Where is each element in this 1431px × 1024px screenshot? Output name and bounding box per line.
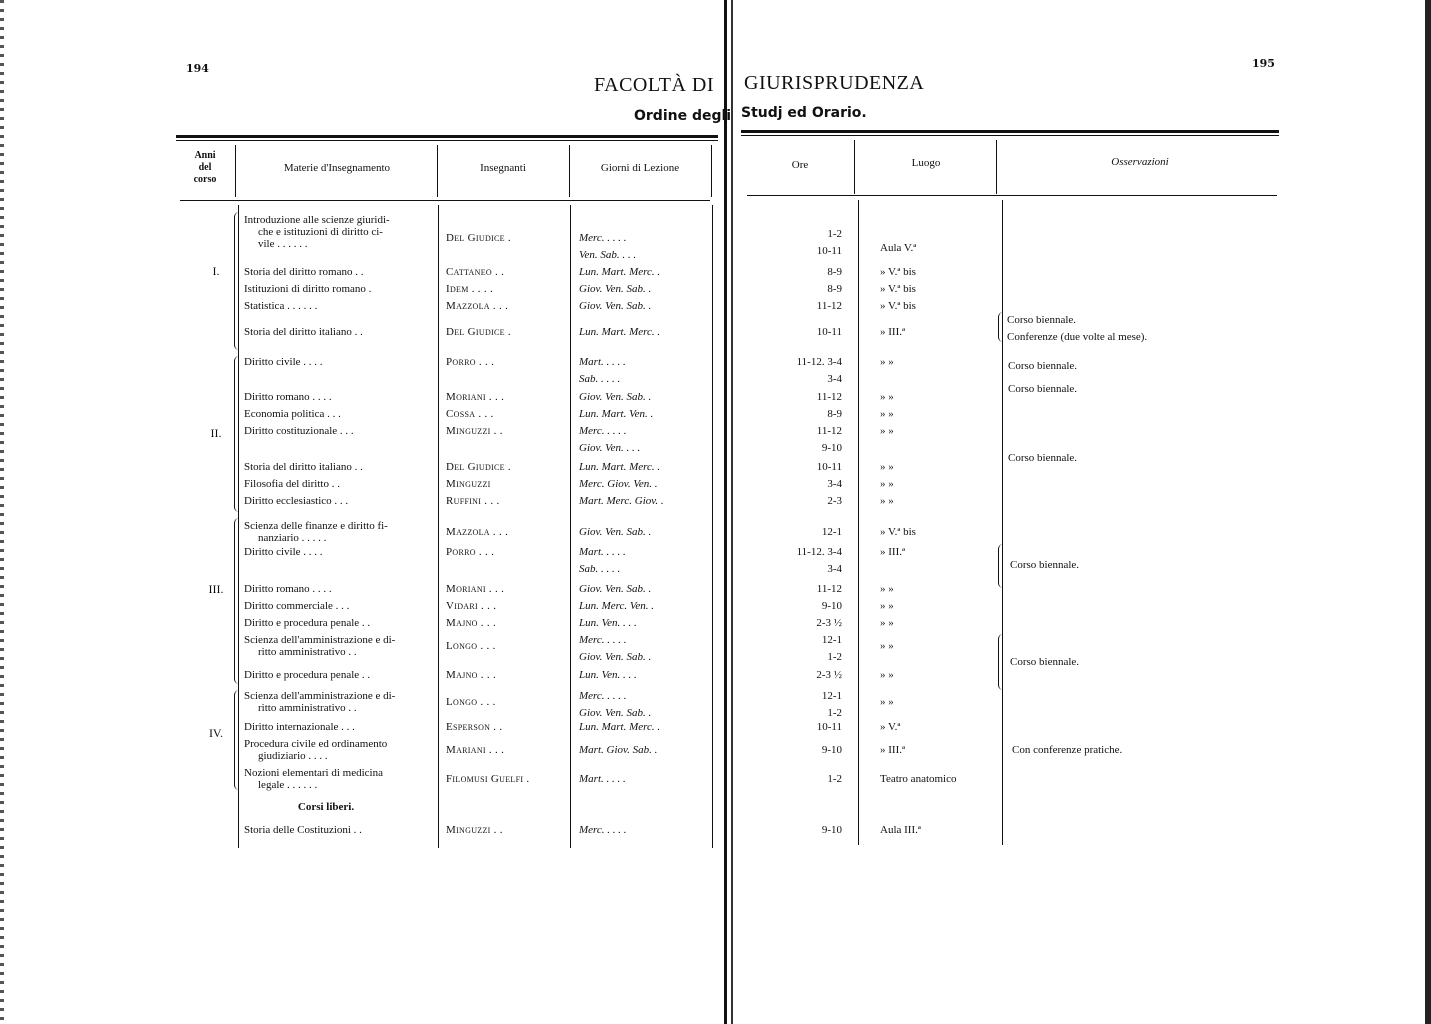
subject-name: Diritto ecclesiastico . . . bbox=[244, 495, 349, 507]
observation: Corso biennale. bbox=[1010, 656, 1080, 668]
lesson-hours: 12-1 bbox=[821, 526, 842, 538]
rule-header-left bbox=[180, 200, 710, 201]
year-brace bbox=[234, 518, 239, 684]
lesson-days: Ven. Sab. . . . bbox=[579, 249, 637, 261]
subject-name: Istituzioni di diritto romano . bbox=[244, 283, 372, 295]
lesson-hours: 11-12. 3-4 bbox=[796, 356, 842, 368]
lesson-place: » III.ª bbox=[880, 326, 906, 338]
teacher-name: Majno . . . bbox=[446, 669, 497, 681]
lesson-hours: 11-12 bbox=[816, 391, 842, 403]
lesson-hours: 3-4 bbox=[827, 478, 842, 490]
year-label: III. bbox=[208, 582, 224, 596]
rule-top-right bbox=[741, 130, 1279, 133]
lesson-days: Mart. Giov. Sab. . bbox=[579, 744, 658, 756]
subject-name: Scienza dell'amministrazione e di- bbox=[244, 634, 396, 646]
col-line bbox=[711, 145, 712, 197]
lesson-place: » » bbox=[880, 640, 894, 652]
lesson-hours: 9-10 bbox=[821, 442, 842, 454]
lesson-hours: 11-12 bbox=[816, 425, 842, 437]
lesson-place: » » bbox=[880, 669, 894, 681]
subject-name: Storia del diritto italiano . . bbox=[244, 461, 363, 473]
lesson-days: Mart. . . . . bbox=[579, 356, 626, 368]
teacher-name: Minguzzi bbox=[446, 478, 491, 490]
col-line bbox=[235, 145, 236, 197]
teacher-name: Cossa . . . bbox=[446, 408, 494, 420]
lesson-place: Teatro anatomico bbox=[880, 773, 957, 785]
teacher-name: Cattaneo . . bbox=[446, 266, 505, 278]
lesson-hours: 12-1 bbox=[821, 634, 842, 646]
lesson-days: Mart. . . . . bbox=[579, 773, 626, 785]
rule-top-left bbox=[176, 135, 718, 138]
header-ore: Ore bbox=[791, 159, 809, 171]
header-insegnanti: Insegnanti bbox=[480, 162, 526, 174]
subject-name: Storia del diritto romano . . bbox=[244, 266, 364, 278]
col-line bbox=[996, 140, 997, 194]
book-spine bbox=[722, 0, 738, 1024]
subject-name: Scienza delle finanze e diritto fi- bbox=[244, 520, 388, 532]
lesson-days: Lun. Mart. Merc. . bbox=[579, 721, 661, 733]
year-brace bbox=[234, 356, 239, 512]
teacher-name: Minguzzi . . bbox=[446, 824, 503, 836]
lesson-place: » V.ª bis bbox=[880, 526, 916, 538]
lesson-hours: 10-11 bbox=[816, 721, 842, 733]
subject-name: Storia delle Costituzioni . . bbox=[244, 824, 362, 836]
lesson-place: » » bbox=[880, 696, 894, 708]
year-brace bbox=[234, 690, 239, 790]
lesson-days: Sab. . . . . bbox=[579, 373, 621, 385]
obs-brace bbox=[998, 634, 1003, 690]
col-line bbox=[438, 205, 439, 848]
page-number-right: 195 bbox=[1252, 57, 1275, 70]
subject-name: Diritto romano . . . . bbox=[244, 391, 332, 403]
lesson-days: Lun. Ven. . . . bbox=[579, 669, 637, 681]
lesson-days: Lun. Mart. Ven. . bbox=[579, 408, 654, 420]
lesson-hours: 8-9 bbox=[827, 408, 842, 420]
lesson-hours: 8-9 bbox=[827, 266, 842, 278]
subject-name: ritto amministrativo . . bbox=[258, 646, 357, 658]
lesson-days: Giov. Ven. Sab. . bbox=[579, 283, 652, 295]
lesson-days: Giov. Ven. Sab. . bbox=[579, 526, 652, 538]
lesson-place: » » bbox=[880, 391, 894, 403]
subtitle-left: Ordine degli bbox=[634, 108, 732, 124]
obs-brace bbox=[998, 312, 1003, 342]
teacher-name: Porro . . . bbox=[446, 546, 495, 558]
observation: Corso biennale. bbox=[1008, 383, 1078, 395]
header-luogo: Luogo bbox=[911, 157, 941, 169]
year-label: II. bbox=[210, 426, 222, 440]
subject-name: Scienza dell'amministrazione e di- bbox=[244, 690, 396, 702]
year-label: I. bbox=[212, 264, 220, 278]
lesson-days: Giov. Ven. . . . bbox=[579, 442, 641, 454]
lesson-days: Merc. . . . . bbox=[579, 232, 627, 244]
lesson-hours: 9-10 bbox=[821, 600, 842, 612]
teacher-name: Mariani . . . bbox=[446, 744, 505, 756]
subject-name: Introduzione alle scienze giuridi- bbox=[244, 214, 390, 226]
lesson-days: Lun. Ven. . . . bbox=[579, 617, 637, 629]
lesson-hours: 2-3 ½ bbox=[816, 669, 842, 681]
teacher-name: Mazzola . . . bbox=[446, 526, 509, 538]
lesson-hours: 8-9 bbox=[827, 283, 842, 295]
teacher-name: Longo . . . bbox=[446, 696, 496, 708]
subject-name: Procedura civile ed ordinamento bbox=[244, 738, 388, 750]
subject-name: nanziario . . . . . bbox=[258, 532, 327, 544]
lesson-hours: 1-2 bbox=[827, 651, 842, 663]
page-edge-right bbox=[1425, 0, 1431, 1024]
header-materie: Materie d'Insegnamento bbox=[283, 162, 391, 174]
subtitle-right: Studj ed Orario. bbox=[741, 105, 867, 121]
lesson-days: Giov. Ven. Sab. . bbox=[579, 583, 652, 595]
lesson-days: Giov. Ven. Sab. . bbox=[579, 300, 652, 312]
teacher-name: Idem . . . . bbox=[446, 283, 494, 295]
lesson-place: » » bbox=[880, 425, 894, 437]
lesson-days: Mart. . . . . bbox=[579, 546, 626, 558]
title-left: FACOLTÀ DI bbox=[594, 74, 715, 96]
title-right: GIURISPRUDENZA bbox=[744, 72, 925, 94]
subject-name: Diritto costituzionale . . . bbox=[244, 425, 354, 437]
lesson-hours: 2-3 ½ bbox=[816, 617, 842, 629]
subject-name: Diritto romano . . . . bbox=[244, 583, 332, 595]
obs-brace bbox=[998, 544, 1003, 588]
lesson-hours: 10-11 bbox=[816, 326, 842, 338]
teacher-name: Esperson . . bbox=[446, 721, 503, 733]
lesson-place: » » bbox=[880, 583, 894, 595]
subject-name: Diritto e procedura penale . . bbox=[244, 617, 371, 629]
subject-name: Economia politica . . . bbox=[244, 408, 341, 420]
rule-header-right bbox=[747, 195, 1277, 196]
lesson-hours: 9-10 bbox=[821, 744, 842, 756]
lesson-place: » » bbox=[880, 478, 894, 490]
subject-name: Corsi liberi. bbox=[297, 801, 355, 813]
lesson-hours: 10-11 bbox=[816, 461, 842, 473]
lesson-hours: 11-12 bbox=[816, 300, 842, 312]
lesson-hours: 3-4 bbox=[827, 563, 842, 575]
header-anni: Anni del corso bbox=[193, 150, 217, 185]
lesson-hours: 10-11 bbox=[816, 245, 842, 257]
teacher-name: Moriani . . . bbox=[446, 391, 505, 403]
page-edge-left bbox=[0, 0, 4, 1024]
teacher-name: Del Giudice . bbox=[446, 461, 511, 473]
col-line bbox=[858, 200, 859, 845]
lesson-place: Aula III.ª bbox=[880, 824, 921, 836]
rule-top-left-thin bbox=[176, 140, 718, 141]
lesson-place: » » bbox=[880, 617, 894, 629]
lesson-place: » III.ª bbox=[880, 744, 906, 756]
lesson-hours: 2-3 bbox=[827, 495, 842, 507]
subject-name: Nozioni elementari di medicina bbox=[244, 767, 383, 779]
lesson-place: » » bbox=[880, 408, 894, 420]
teacher-name: Del Giudice . bbox=[446, 232, 511, 244]
header-osservazioni: Osservazioni bbox=[1111, 156, 1169, 168]
subject-name: vile . . . . . . bbox=[258, 238, 308, 250]
subject-name: Diritto civile . . . . bbox=[244, 546, 323, 558]
col-line bbox=[1002, 200, 1003, 845]
teacher-name: Porro . . . bbox=[446, 356, 495, 368]
lesson-hours: 11-12 bbox=[816, 583, 842, 595]
lesson-place: » » bbox=[880, 600, 894, 612]
subject-name: Filosofia del diritto . . bbox=[244, 478, 340, 490]
teacher-name: Ruffini . . . bbox=[446, 495, 500, 507]
lesson-days: Merc. . . . . bbox=[579, 824, 627, 836]
lesson-hours: 11-12. 3-4 bbox=[796, 546, 842, 558]
lesson-days: Lun. Merc. Ven. . bbox=[579, 600, 655, 612]
lesson-days: Merc. . . . . bbox=[579, 425, 627, 437]
lesson-hours: 1-2 bbox=[827, 773, 842, 785]
lesson-days: Giov. Ven. Sab. . bbox=[579, 391, 652, 403]
subject-name: Diritto internazionale . . . bbox=[244, 721, 355, 733]
lesson-days: Lun. Mart. Merc. . bbox=[579, 326, 661, 338]
teacher-name: Filomusi Guelfi . bbox=[446, 773, 530, 785]
lesson-place: » V.ª bis bbox=[880, 283, 916, 295]
lesson-days: Merc. . . . . bbox=[579, 690, 627, 702]
subject-name: Statistica . . . . . . bbox=[244, 300, 318, 312]
lesson-days: Lun. Mart. Merc. . bbox=[579, 266, 661, 278]
col-line bbox=[854, 140, 855, 194]
subject-name: che e istituzioni di diritto ci- bbox=[258, 226, 383, 238]
teacher-name: Vidari . . . bbox=[446, 600, 497, 612]
lesson-hours: 3-4 bbox=[827, 373, 842, 385]
lesson-days: Giov. Ven. Sab. . bbox=[579, 651, 652, 663]
observation: Corso biennale. bbox=[1010, 559, 1080, 571]
lesson-days: Giov. Ven. Sab. . bbox=[579, 707, 652, 719]
subject-name: Storia del diritto italiano . . bbox=[244, 326, 363, 338]
lesson-place: » » bbox=[880, 356, 894, 368]
lesson-place: » III.ª bbox=[880, 546, 906, 558]
header-giorni: Giorni di Lezione bbox=[600, 162, 680, 174]
lesson-place: » V.ª bbox=[880, 721, 901, 733]
lesson-place: » » bbox=[880, 461, 894, 473]
teacher-name: Moriani . . . bbox=[446, 583, 505, 595]
lesson-place: » V.ª bis bbox=[880, 300, 916, 312]
observation: Conferenze (due volte al mese). bbox=[1007, 331, 1148, 343]
lesson-hours: 1-2 bbox=[827, 707, 842, 719]
col-line bbox=[712, 205, 713, 848]
subject-name: Diritto e procedura penale . . bbox=[244, 669, 371, 681]
subject-name: Diritto civile . . . . bbox=[244, 356, 323, 368]
lesson-days: Sab. . . . . bbox=[579, 563, 621, 575]
subject-name: legale . . . . . . bbox=[258, 779, 318, 791]
lesson-days: Merc. . . . . bbox=[579, 634, 627, 646]
observation: Con conferenze pratiche. bbox=[1012, 744, 1123, 756]
col-line bbox=[570, 205, 571, 848]
year-brace bbox=[234, 212, 239, 350]
page-number-left: 194 bbox=[186, 62, 209, 75]
subject-name: ritto amministrativo . . bbox=[258, 702, 357, 714]
observation: Corso biennale. bbox=[1007, 314, 1077, 326]
subject-name: Diritto commerciale . . . bbox=[244, 600, 350, 612]
observation: Corso biennale. bbox=[1008, 452, 1078, 464]
lesson-place: » V.ª bis bbox=[880, 266, 916, 278]
year-label: IV. bbox=[208, 726, 224, 740]
teacher-name: Del Giudice . bbox=[446, 326, 511, 338]
lesson-hours: 12-1 bbox=[821, 690, 842, 702]
rule-top-right-thin bbox=[741, 135, 1279, 136]
teacher-name: Majno . . . bbox=[446, 617, 497, 629]
lesson-days: Mart. Merc. Giov. . bbox=[579, 495, 664, 507]
teacher-name: Mazzola . . . bbox=[446, 300, 509, 312]
lesson-place: Aula V.ª bbox=[880, 242, 917, 254]
lesson-days: Merc. Giov. Ven. . bbox=[579, 478, 658, 490]
lesson-days: Lun. Mart. Merc. . bbox=[579, 461, 661, 473]
teacher-name: Minguzzi . . bbox=[446, 425, 503, 437]
lesson-hours: 1-2 bbox=[827, 228, 842, 240]
teacher-name: Longo . . . bbox=[446, 640, 496, 652]
observation: Corso biennale. bbox=[1008, 360, 1078, 372]
lesson-place: » » bbox=[880, 495, 894, 507]
lesson-hours: 9-10 bbox=[821, 824, 842, 836]
subject-name: giudiziario . . . . bbox=[258, 750, 328, 762]
